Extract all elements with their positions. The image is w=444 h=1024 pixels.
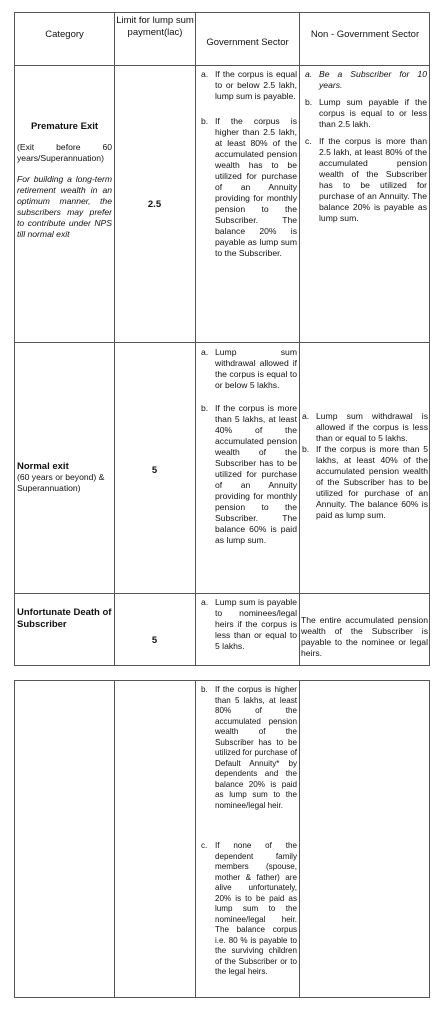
category-death-of-subscriber xyxy=(17,607,112,631)
category-subtitle: (Exit before 60 years/Superannuation) xyxy=(17,142,112,163)
list-item: a. Lump sum withdrawal allowed if the corpus is equal to or below 5 lakhs. xyxy=(201,347,297,390)
nongov-normal-rules xyxy=(302,411,428,521)
list-item: b. Lump sum payable if the corpus is equal to or less than 2.5 lakh. xyxy=(305,97,427,129)
category-premature-exit xyxy=(17,121,112,240)
list-item: a. If the corpus is equal to or below 2.5 lakh, lump sum is payable. xyxy=(201,69,297,101)
list-item: a. Lump sum withdrawal is allowed if the corpus is less than or equal to 5 lakhs. xyxy=(302,411,428,443)
gov-death-rule-b xyxy=(201,685,297,811)
limit-premature: 2.5 xyxy=(147,199,162,210)
category-title: Normal exit xyxy=(17,461,69,472)
list-item: a. Be a Subscriber for 10 years. xyxy=(305,69,427,90)
list-item: c. If none of the dependent family members (spouse, mother & father) are alive unfortunately, 20% is to be paid as lump sum to the nominee/legal heir. The balance corpus i.e. 80 % is payable to the surviving children of the Subscriber or to the legal heirs. xyxy=(201,841,297,976)
gov-premature-rules xyxy=(201,69,297,259)
nongov-premature-rules xyxy=(305,69,427,224)
category-note: For building a long-term retirement wealth in an optimum manner, the subscribers may prefer to contribute under NPS till normal exit xyxy=(17,174,112,239)
list-item: b. If the corpus is higher than 2.5 lakh, at least 80% of the accumulated pension wealth has to be utilized for purchase of an Annuity providing for monthly pension to the Subscriber. The balance 20% is payable as lump sum to the Subscriber. xyxy=(201,116,297,258)
list-item: b. If the corpus is more than 5 lakhs, at least 40% of the accumulated pension wealth of the Subscriber has to be utilized for purchase of an Annuity providing for monthly pension to the Subscriber. The balance 60% is paid as lump sum. xyxy=(201,403,297,545)
category-subtitle: (60 years or beyond) & Superannuation) xyxy=(17,472,105,493)
limit-normal: 5 xyxy=(151,465,158,476)
nongov-death-rule: The entire accumulated pension wealth of the Subscriber is payable to the nominee or legal heirs. xyxy=(301,615,428,658)
list-item: c. If the corpus is more than 2.5 lakh, at least 80% of the accumulated pension wealth of the Subscriber has to be utilized for purchase of an Annuity. The balance 20% is payable as lump sum. xyxy=(305,136,427,223)
list-item: b. If the corpus is more than 5 lakhs, at least 40% of the accumulated pension wealth of the Subscriber has to be utilized for purchase of an Annuity. The balance 60% is paid as lump sum. xyxy=(302,444,428,520)
gov-death-rule-a xyxy=(201,597,297,652)
category-title: Premature Exit xyxy=(30,121,99,132)
limit-death: 5 xyxy=(151,635,158,646)
category-title: Unfortunate Death of Subscriber xyxy=(17,607,112,630)
exit-rules-table-continued xyxy=(14,680,430,998)
header-non-government-sector: Non - Government Sector xyxy=(310,29,420,40)
list-item: a. Lump sum is payable to nominees/legal heirs if the corpus is less than or equal to 5 lakhs. xyxy=(201,597,297,651)
list-item: b. If the corpus is higher than 5 lakhs, at least 80% of the accumulated pension wealth of the Subscriber has to be utilized for purchase of Default Annuity* by dependents and the balance 20% is paid as lump sum to the nominee/legal heir. xyxy=(201,685,297,810)
exit-rules-table xyxy=(14,12,430,666)
gov-normal-rules xyxy=(201,347,297,546)
header-limit: Limit for lump sum payment(lac) xyxy=(116,15,194,38)
header-government-sector: Government Sector xyxy=(206,37,289,48)
category-normal-exit xyxy=(17,461,112,494)
header-category: Category xyxy=(45,29,84,40)
gov-death-rule-c xyxy=(201,841,297,978)
